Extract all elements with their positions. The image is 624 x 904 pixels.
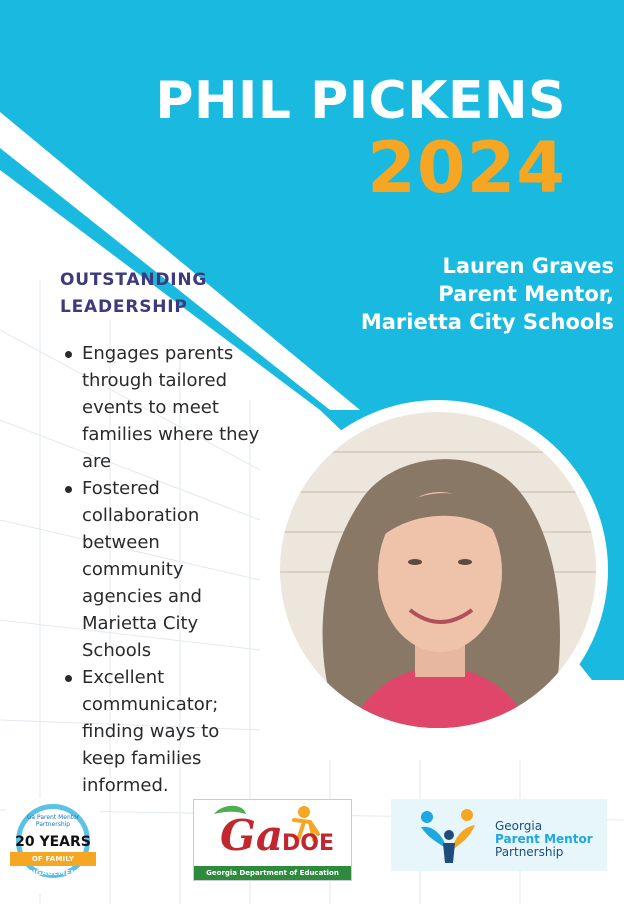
section-heading-line2: LEADERSHIP [60,297,188,317]
list-item: Engages parents through tailored events to meet families where they are [60,340,260,475]
honoree-block [361,252,614,336]
section-heading [60,267,207,321]
award-year: 2024 [367,127,566,209]
gpmp-line3: Partnership [495,845,564,859]
gpmp-logo [391,799,607,871]
accomplishments-list [60,340,260,799]
twenty-years-logo [6,798,100,894]
section-heading-line1: OUTSTANDING [60,270,208,290]
honoree-role: Parent Mentor, [438,282,614,306]
badge-main-text: 20 YEARS [15,834,91,850]
badge-ribbon: OF FAMILY ENGAGEMENT [10,852,96,866]
list-item: Fostered collaboration between community agencies and Marietta City Schools [60,475,260,664]
gpmp-line2: Parent Mentor [495,832,593,846]
honoree-name: Lauren Graves [442,254,614,278]
gpmp-line1: Georgia [495,819,543,833]
gadoe-subtitle: Georgia Department of Education [194,866,351,880]
gadoe-logo [193,799,352,881]
list-item: Excellent communicator; finding ways to keep families informed. [60,664,260,799]
award-title: PHIL PICKENS [155,71,566,131]
people-figures-icon [413,805,485,867]
gadoe-doe-text: DOE [282,831,334,856]
badge-small-text: Ga Parent Mentor Partnership [26,814,80,828]
gadoe-ga-text: Ga [220,811,284,860]
honoree-photo [280,412,596,728]
honoree-organization: Marietta City Schools [360,310,614,334]
